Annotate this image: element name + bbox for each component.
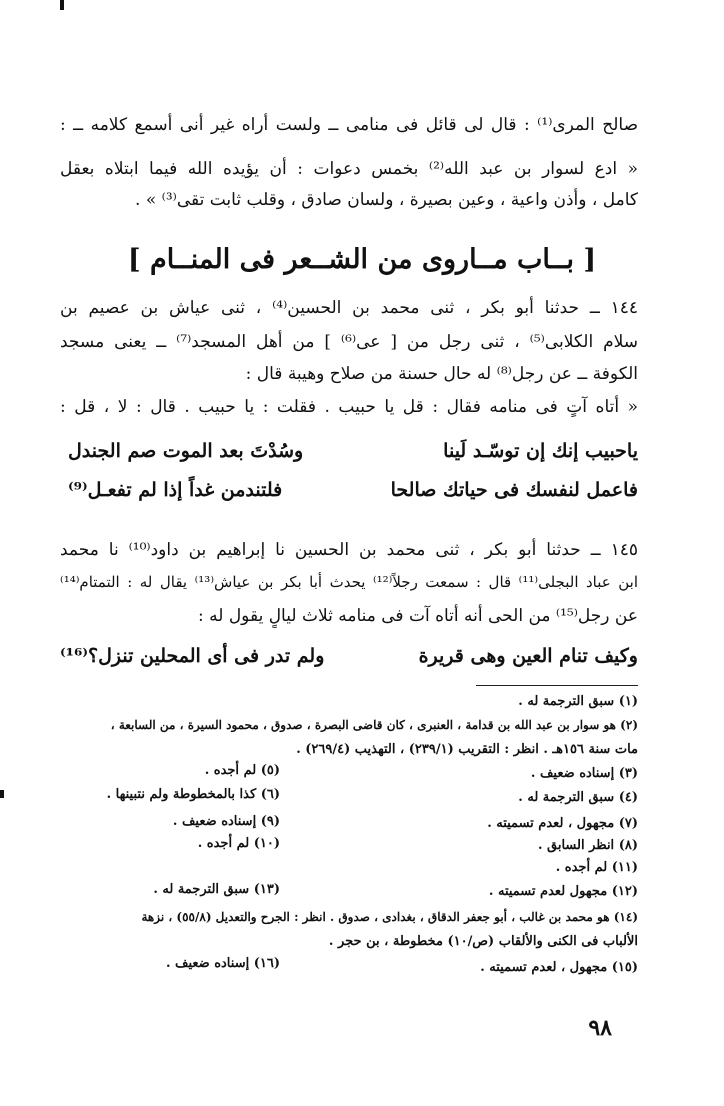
footnote-5: (٥) لم أجده . bbox=[204, 763, 280, 778]
footnote-13: (١٣) سبق الترجمة له . bbox=[153, 882, 280, 897]
footnote-7: (٧) مجهول ، لعدم تسميته . bbox=[487, 816, 638, 831]
footnote-8: (٨) انظر السابق . bbox=[537, 838, 638, 853]
footnote-6: (٦) كذا بالمخطوطة ولم نتبينها . bbox=[106, 787, 280, 802]
intro-line-2: « ادع لسوار بن عبد الله⁽²⁾ بخمس دعوات : أن يؤيده الله فيما ابتلاه بعقل bbox=[60, 159, 638, 179]
verse-144-1-first-hemistich: ياحبيب إنك إن توسّـد لَينا bbox=[443, 440, 638, 462]
hadith-144-line-2: سلام الكلابى⁽⁵⁾ ، ثنى رجل من [ عى⁽⁶⁾ ] من أهل المسجد⁽⁷⁾ ــ يعنى مسجد bbox=[60, 332, 638, 352]
footnote-16: (١٦) إسناده ضعيف . bbox=[165, 956, 280, 971]
footnote-separator bbox=[476, 685, 638, 686]
footnote-14a: (١٤) هو محمد بن غالب ، أبو جعفر الدقاق ، بغدادى ، صدوق . انظر : الجرح والتعديل (٥٥/٨) ، نزهة bbox=[141, 910, 638, 924]
verse-145-1-second-hemistich: ولم تدر فى أى المحلين تنزل؟⁽¹⁶⁾ bbox=[60, 645, 325, 667]
footnote-2a: (٢) هو سوار بن عبد الله بن قدامة ، العنبرى ، كان قاضى البصرة ، صدوق ، محمود السيرة ، من السابعة ، bbox=[110, 718, 638, 732]
footnote-14b: الألباب فى الكنى والألقاب (ص/١٠) مخطوطة ، بن حجر . bbox=[328, 934, 638, 949]
footnote-2b: مات سنة ١٥٦هـ . انظر : التقريب (٢٣٩/١) ، التهذيب (٢٦٩/٤) . bbox=[296, 742, 638, 757]
verse-144-2-first-hemistich: فاعمل لنفسك فى حياتك صالحا bbox=[390, 479, 638, 501]
footnote-12: (١٢) مجهول لعدم تسميته . bbox=[488, 884, 638, 899]
verse-144-1-second-hemistich: وسُدْتَ بعد الموت صم الجندل bbox=[68, 440, 304, 462]
page-number: ٩٨ bbox=[588, 1015, 612, 1041]
intro-line-1: صالح المرى⁽¹⁾ : قال لى قائل فى منامى ــ ولست أراه غير أنى أسمع كلامه ــ : bbox=[60, 115, 638, 135]
scan-mark-left bbox=[0, 790, 4, 798]
verse-144-2-second-hemistich: فلتندمن غداً إذا لم تفعـل⁽⁹⁾ bbox=[68, 479, 283, 501]
hadith-145-line-3: عن رجل⁽¹⁵⁾ من الحى أنه أتاه آت فى منامه ثلاث ليالٍ يقول له : bbox=[198, 606, 638, 626]
footnote-11: (١١) لم أجده . bbox=[555, 860, 638, 875]
footnote-15: (١٥) مجهول ، لعدم تسميته . bbox=[480, 960, 638, 975]
intro-line-3: كامل ، وأذن واعية ، وعين بصيرة ، ولسان صادق ، وقلب ثابت تقى⁽³⁾ » . bbox=[135, 190, 638, 210]
verse-145-1-first-hemistich: وكيف تنام العين وهى قريرة bbox=[418, 645, 638, 667]
hadith-144-line-3: الكوفة ــ عن رجل⁽⁸⁾ له حال حسنة من صلاح وهيبة قال : bbox=[245, 364, 638, 384]
hadith-144-line-1: ١٤٤ ــ حدثنا أبو بكر ، ثنى محمد بن الحسين⁽⁴⁾ ، ثنى عياش بن عصيم بن bbox=[60, 298, 638, 318]
hadith-144-line-4: « أتاه آتٍ فى منامه فقال : قل يا حبيب . فقلت : يا حبيب . قال : لا ، قل : bbox=[60, 397, 638, 417]
hadith-145-line-2: ابن عباد البجلى⁽¹¹⁾ قال : سمعت رجلاً⁽¹²⁾ يحدث أبا بكر بن عياش⁽¹³⁾ يقال له : التمتام⁽¹⁴⁾ bbox=[60, 573, 638, 591]
scan-mark-top bbox=[60, 0, 64, 10]
footnote-9: (٩) إسناده ضعيف . bbox=[172, 814, 280, 829]
footnote-3: (٣) إسناده ضعيف . bbox=[530, 766, 638, 781]
chapter-heading: [ بــاب مــاروى من الشــعر فى المنــام ] bbox=[127, 244, 597, 275]
hadith-145-line-1: ١٤٥ ــ حدثنا أبو بكر ، ثنى محمد بن الحسين نا إبراهيم بن داود⁽¹⁰⁾ نا محمد bbox=[60, 540, 638, 560]
footnote-1: (١) سبق الترجمة له . bbox=[518, 694, 638, 709]
footnote-10: (١٠) لم أجده . bbox=[197, 836, 280, 851]
footnote-4: (٤) سبق الترجمة له . bbox=[518, 790, 638, 805]
